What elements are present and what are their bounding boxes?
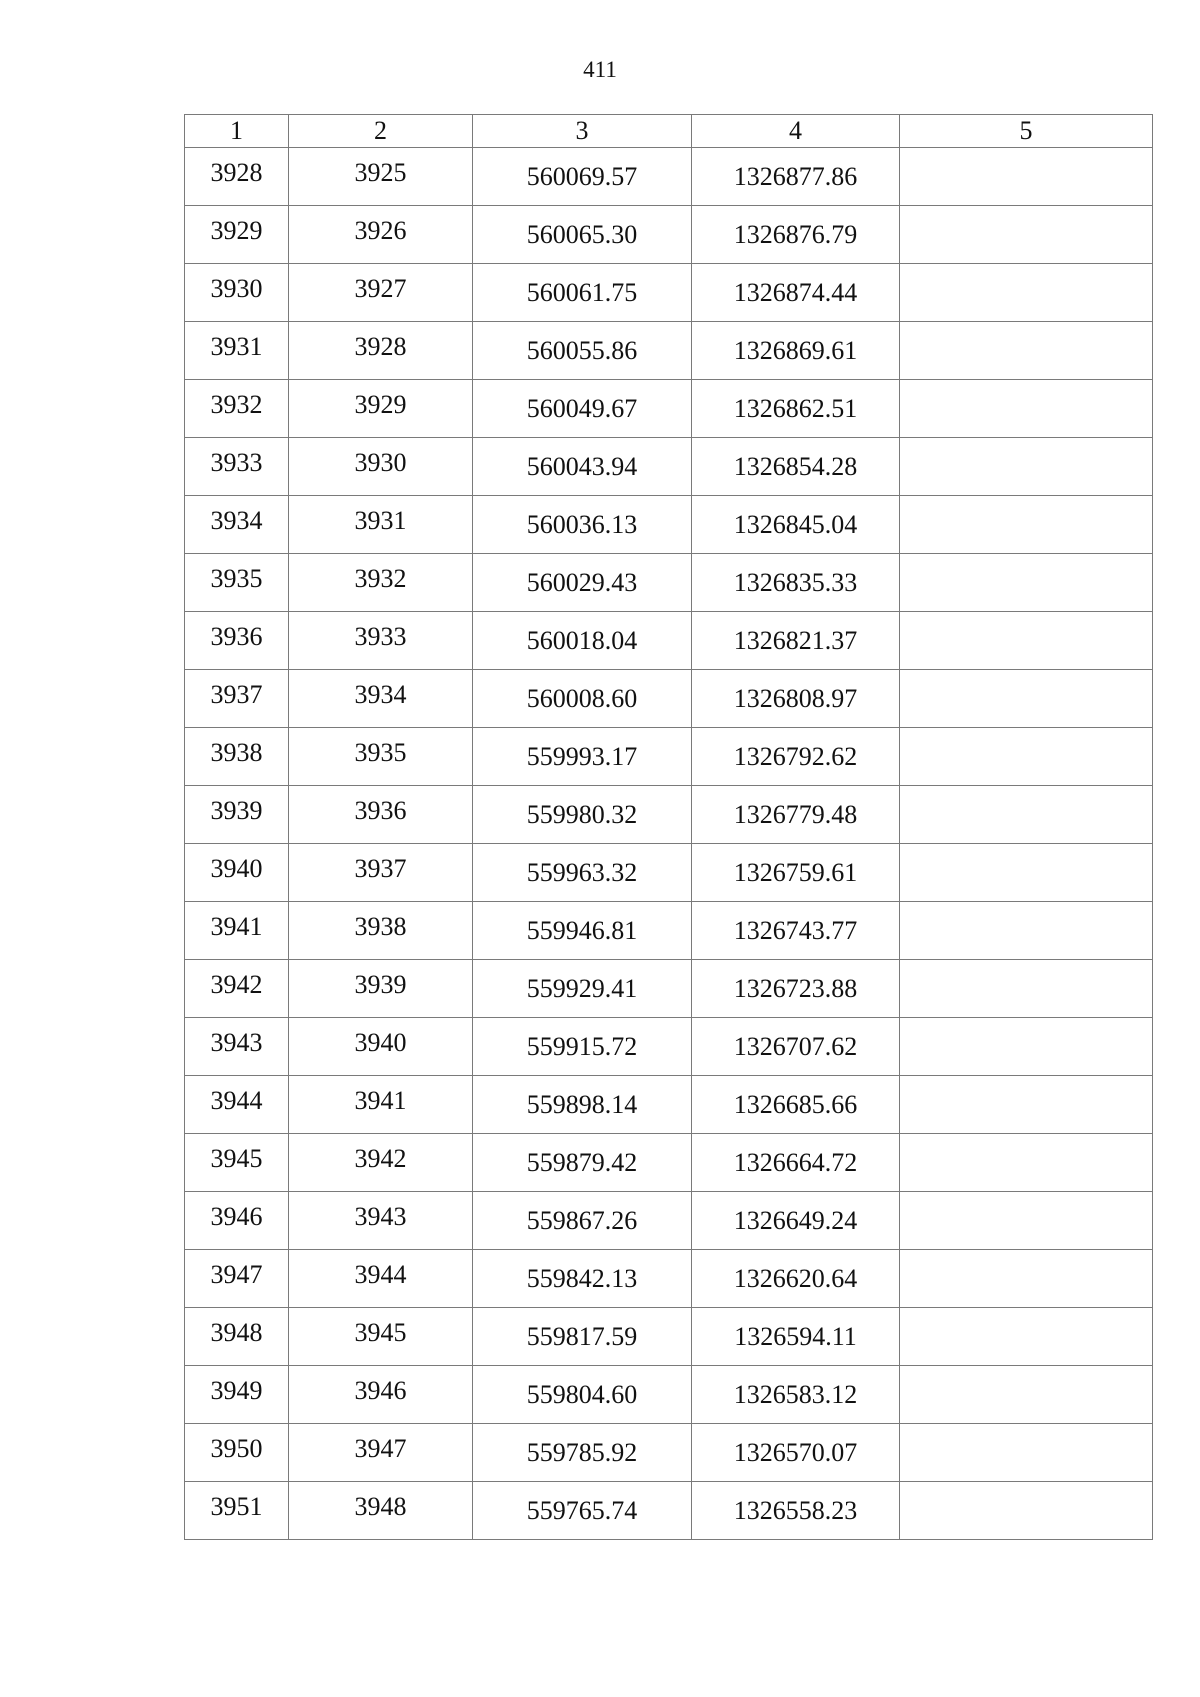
cell-note <box>900 496 1153 554</box>
table-row <box>185 844 1153 902</box>
cell-point-number: 3932 <box>185 380 289 438</box>
cell-point-number: 3949 <box>185 1366 289 1424</box>
cell-x-coordinate: 559817.59 <box>473 1308 692 1366</box>
table-row <box>185 960 1153 1018</box>
column-header-4: 4 <box>692 115 900 148</box>
table-row <box>185 1308 1153 1366</box>
cell-point-number: 3950 <box>185 1424 289 1482</box>
cell-y-coordinate: 1326808.97 <box>692 670 900 728</box>
table-row <box>185 1018 1153 1076</box>
cell-reference-number: 3940 <box>289 1018 473 1076</box>
cell-x-coordinate: 559963.32 <box>473 844 692 902</box>
cell-y-coordinate: 1326570.07 <box>692 1424 900 1482</box>
table-body <box>185 148 1153 1540</box>
cell-reference-number: 3927 <box>289 264 473 322</box>
cell-note <box>900 728 1153 786</box>
cell-x-coordinate: 559765.74 <box>473 1482 692 1540</box>
cell-x-coordinate: 560043.94 <box>473 438 692 496</box>
cell-y-coordinate: 1326707.62 <box>692 1018 900 1076</box>
cell-note <box>900 322 1153 380</box>
cell-y-coordinate: 1326620.64 <box>692 1250 900 1308</box>
cell-note <box>900 670 1153 728</box>
cell-note <box>900 1366 1153 1424</box>
table-row <box>185 496 1153 554</box>
cell-y-coordinate: 1326876.79 <box>692 206 900 264</box>
cell-x-coordinate: 559915.72 <box>473 1018 692 1076</box>
table-row <box>185 1424 1153 1482</box>
cell-note <box>900 1134 1153 1192</box>
cell-note <box>900 264 1153 322</box>
cell-reference-number: 3931 <box>289 496 473 554</box>
cell-point-number: 3935 <box>185 554 289 612</box>
cell-point-number: 3928 <box>185 148 289 206</box>
table-header-row <box>185 115 1153 148</box>
cell-note <box>900 844 1153 902</box>
cell-y-coordinate: 1326779.48 <box>692 786 900 844</box>
cell-point-number: 3938 <box>185 728 289 786</box>
cell-point-number: 3930 <box>185 264 289 322</box>
cell-point-number: 3937 <box>185 670 289 728</box>
cell-note <box>900 380 1153 438</box>
cell-y-coordinate: 1326558.23 <box>692 1482 900 1540</box>
cell-y-coordinate: 1326877.86 <box>692 148 900 206</box>
cell-reference-number: 3942 <box>289 1134 473 1192</box>
column-header-5: 5 <box>900 115 1153 148</box>
cell-x-coordinate: 559898.14 <box>473 1076 692 1134</box>
table-row <box>185 148 1153 206</box>
table-row <box>185 902 1153 960</box>
cell-reference-number: 3934 <box>289 670 473 728</box>
cell-reference-number: 3929 <box>289 380 473 438</box>
cell-reference-number: 3930 <box>289 438 473 496</box>
table-row <box>185 1366 1153 1424</box>
cell-x-coordinate: 559946.81 <box>473 902 692 960</box>
cell-note <box>900 1424 1153 1482</box>
cell-x-coordinate: 559993.17 <box>473 728 692 786</box>
cell-y-coordinate: 1326649.24 <box>692 1192 900 1250</box>
cell-note <box>900 1308 1153 1366</box>
cell-y-coordinate: 1326874.44 <box>692 264 900 322</box>
cell-point-number: 3948 <box>185 1308 289 1366</box>
cell-note <box>900 206 1153 264</box>
table-row <box>185 380 1153 438</box>
cell-point-number: 3951 <box>185 1482 289 1540</box>
cell-reference-number: 3932 <box>289 554 473 612</box>
table-row <box>185 612 1153 670</box>
cell-note <box>900 612 1153 670</box>
column-header-3: 3 <box>473 115 692 148</box>
cell-y-coordinate: 1326869.61 <box>692 322 900 380</box>
cell-x-coordinate: 559929.41 <box>473 960 692 1018</box>
cell-x-coordinate: 559867.26 <box>473 1192 692 1250</box>
cell-point-number: 3941 <box>185 902 289 960</box>
cell-x-coordinate: 559804.60 <box>473 1366 692 1424</box>
cell-x-coordinate: 559842.13 <box>473 1250 692 1308</box>
column-header-2: 2 <box>289 115 473 148</box>
cell-point-number: 3947 <box>185 1250 289 1308</box>
cell-reference-number: 3925 <box>289 148 473 206</box>
cell-note <box>900 148 1153 206</box>
cell-y-coordinate: 1326854.28 <box>692 438 900 496</box>
table-row <box>185 322 1153 380</box>
table-row <box>185 206 1153 264</box>
cell-y-coordinate: 1326862.51 <box>692 380 900 438</box>
cell-note <box>900 1076 1153 1134</box>
cell-x-coordinate: 559785.92 <box>473 1424 692 1482</box>
cell-point-number: 3946 <box>185 1192 289 1250</box>
cell-reference-number: 3945 <box>289 1308 473 1366</box>
cell-y-coordinate: 1326594.11 <box>692 1308 900 1366</box>
cell-reference-number: 3947 <box>289 1424 473 1482</box>
cell-x-coordinate: 560061.75 <box>473 264 692 322</box>
cell-y-coordinate: 1326845.04 <box>692 496 900 554</box>
cell-reference-number: 3926 <box>289 206 473 264</box>
cell-reference-number: 3933 <box>289 612 473 670</box>
cell-x-coordinate: 559879.42 <box>473 1134 692 1192</box>
page-number: 411 <box>583 57 617 82</box>
cell-x-coordinate: 560008.60 <box>473 670 692 728</box>
cell-note <box>900 902 1153 960</box>
cell-x-coordinate: 560069.57 <box>473 148 692 206</box>
cell-x-coordinate: 560049.67 <box>473 380 692 438</box>
cell-reference-number: 3939 <box>289 960 473 1018</box>
cell-note <box>900 786 1153 844</box>
cell-reference-number: 3936 <box>289 786 473 844</box>
cell-reference-number: 3941 <box>289 1076 473 1134</box>
table-row <box>185 786 1153 844</box>
cell-x-coordinate: 560065.30 <box>473 206 692 264</box>
cell-reference-number: 3928 <box>289 322 473 380</box>
cell-x-coordinate: 560036.13 <box>473 496 692 554</box>
cell-point-number: 3944 <box>185 1076 289 1134</box>
cell-y-coordinate: 1326792.62 <box>692 728 900 786</box>
cell-x-coordinate: 560018.04 <box>473 612 692 670</box>
cell-x-coordinate: 559980.32 <box>473 786 692 844</box>
cell-note <box>900 960 1153 1018</box>
cell-point-number: 3943 <box>185 1018 289 1076</box>
cell-reference-number: 3943 <box>289 1192 473 1250</box>
cell-y-coordinate: 1326821.37 <box>692 612 900 670</box>
cell-y-coordinate: 1326583.12 <box>692 1366 900 1424</box>
cell-point-number: 3934 <box>185 496 289 554</box>
cell-note <box>900 1250 1153 1308</box>
cell-note <box>900 1018 1153 1076</box>
cell-point-number: 3945 <box>185 1134 289 1192</box>
cell-reference-number: 3937 <box>289 844 473 902</box>
cell-reference-number: 3946 <box>289 1366 473 1424</box>
cell-y-coordinate: 1326743.77 <box>692 902 900 960</box>
table-row <box>185 438 1153 496</box>
cell-reference-number: 3935 <box>289 728 473 786</box>
cell-reference-number: 3944 <box>289 1250 473 1308</box>
cell-note <box>900 1192 1153 1250</box>
cell-y-coordinate: 1326685.66 <box>692 1076 900 1134</box>
cell-y-coordinate: 1326835.33 <box>692 554 900 612</box>
table-row <box>185 264 1153 322</box>
cell-reference-number: 3948 <box>289 1482 473 1540</box>
table-row <box>185 1250 1153 1308</box>
coordinates-table <box>184 114 1153 1540</box>
cell-point-number: 3939 <box>185 786 289 844</box>
table-row <box>185 1076 1153 1134</box>
cell-note <box>900 554 1153 612</box>
cell-note <box>900 1482 1153 1540</box>
table-row <box>185 1134 1153 1192</box>
cell-reference-number: 3938 <box>289 902 473 960</box>
cell-point-number: 3931 <box>185 322 289 380</box>
cell-y-coordinate: 1326723.88 <box>692 960 900 1018</box>
cell-point-number: 3940 <box>185 844 289 902</box>
cell-y-coordinate: 1326759.61 <box>692 844 900 902</box>
cell-point-number: 3929 <box>185 206 289 264</box>
cell-point-number: 3936 <box>185 612 289 670</box>
table-row <box>185 670 1153 728</box>
cell-x-coordinate: 560029.43 <box>473 554 692 612</box>
cell-x-coordinate: 560055.86 <box>473 322 692 380</box>
column-header-1: 1 <box>185 115 289 148</box>
cell-point-number: 3933 <box>185 438 289 496</box>
table-row <box>185 1482 1153 1540</box>
table-row <box>185 1192 1153 1250</box>
cell-y-coordinate: 1326664.72 <box>692 1134 900 1192</box>
cell-note <box>900 438 1153 496</box>
table-row <box>185 554 1153 612</box>
table-row <box>185 728 1153 786</box>
cell-point-number: 3942 <box>185 960 289 1018</box>
